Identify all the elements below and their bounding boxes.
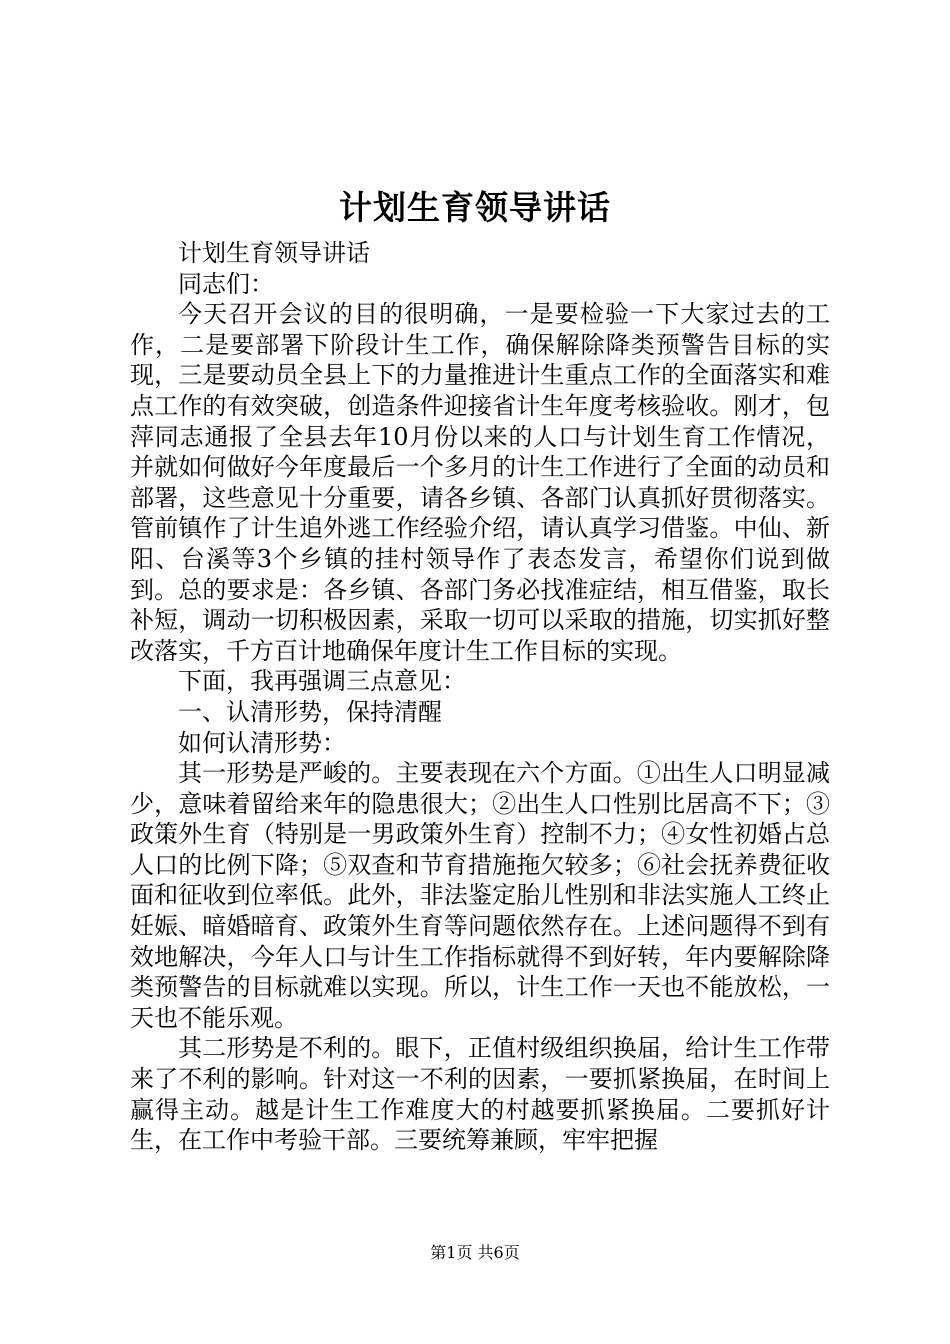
paragraph-situation-2: 其二形势是不利的。眼下，正值村级组织换届，给计生工作带来了不利的影响。针对这一不利的因素，一要抓紧换届，在时间上赢得主动。越是计生工作难度大的村越要抓紧换届。二要抓好计生，在工作中考验干部。三要统筹兼顾，牢牢把握 — [130, 1034, 830, 1155]
paragraph-intro: 今天召开会议的目的很明确，一是要检验一下大家过去的工作，二是要部署下阶段计生工作，确保解除降类预警告目标的实现，三是要动员全县上下的力量推进计生重点工作的全面落实和难点工作的有效突破，创造条件迎接省计生年度考核验收。刚才，包萍同志通报了全县去年10月份以来的人口与计划生育工作情况，并就如何做好今年度最后一个多月的计生工作进行了全面的动员和部署，这些意见十分重要，请各乡镇、各部门认真抓好贯彻落实。管前镇作了计生追外逃工作经验介绍，请认真学习借鉴。中仙、新阳、台溪等3个乡镇的挂村领导作了表态发言，希望你们说到做到。总的要求是：各乡镇、各部门务必找准症结，相互借鉴，取长补短，调动一切积极因素，采取一切可以采取的措施，切实抓好整改落实，千方百计地确保年度计生工作目标的实现。 — [130, 300, 830, 665]
page-footer: 第1页 共6页 — [430, 1243, 520, 1262]
document-body — [130, 238, 830, 1156]
paragraph-greeting: 同志们： — [178, 269, 274, 298]
paragraph-subtitle: 计划生育领导讲话 — [178, 239, 370, 267]
section-heading-1: 一、认清形势，保持清醒 — [178, 697, 442, 726]
paragraph-situation-1: 其一形势是严峻的。主要表现在六个方面。①出生人口明显减少，意味着留给来年的隐患很大；②出生人口性别比居高不下；③政策外生育（特别是一男政策外生育）控制不力；④女性初婚占总人口的比例下降；⑤双查和节育措施拖欠较多；⑥社会抚养费征收面和征收到位率低。此外，非法鉴定胎儿性别和非法实施人工终止妊娠、暗婚暗育、政策外生育等问题依然存在。上述问题得不到有效地解决，今年人口与计生工作指标就得不到好转，年内要解除降类预警告的目标就难以实现。所以，计生工作一天也不能放松，一天也不能乐观。 — [130, 759, 830, 1032]
paragraph-transition: 下面，我再强调三点意见： — [178, 667, 466, 696]
document-title: 计划生育领导讲话 — [339, 188, 611, 227]
paragraph-question: 如何认清形势： — [178, 728, 346, 757]
